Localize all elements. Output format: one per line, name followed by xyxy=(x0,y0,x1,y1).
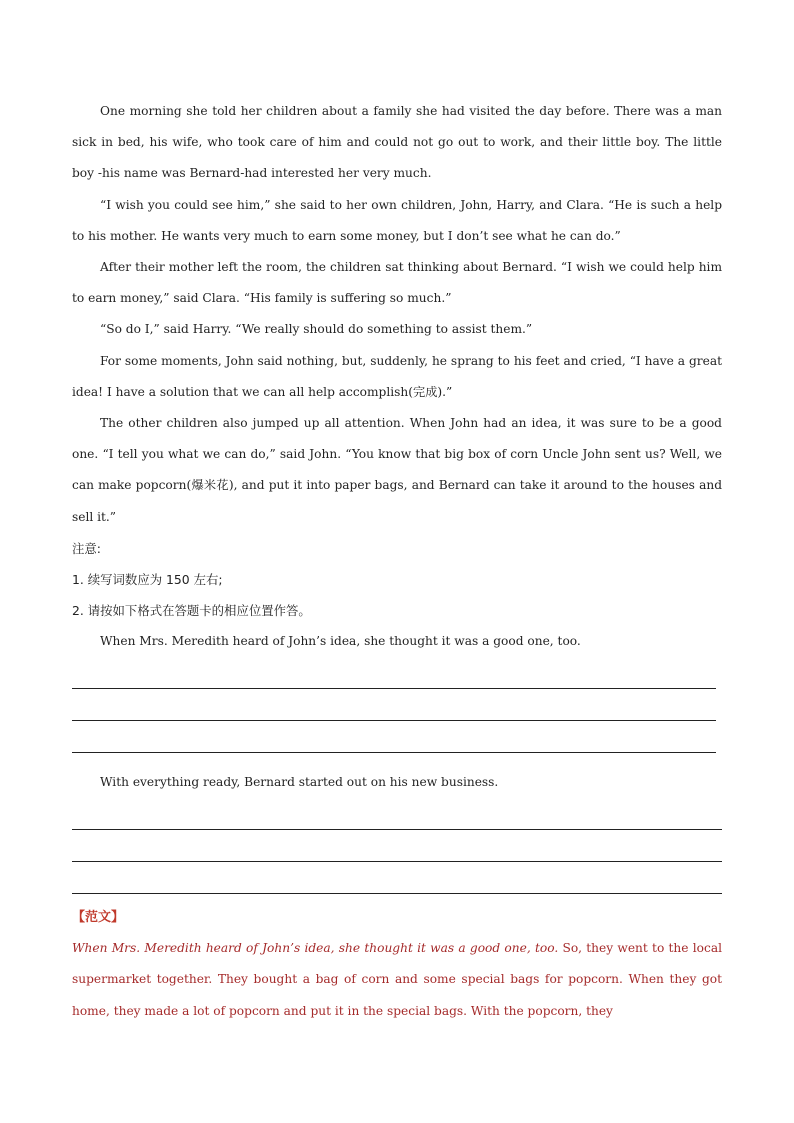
story-paragraph-1: One morning she told her children about a family she had visited the day before. There was a man sick in bed, his wife, who took care of him and could not go out to work, and their little boy. The little boy -his name was Bernard-had interested her very much. xyxy=(72,104,722,181)
notes-heading: 注意: xyxy=(72,540,101,556)
sample-essay-rest: So, they went to the local supermarket together. They bought a bag of corn and some special bags for popcorn. When they got home, they made a lot of popcorn and put it in the special bags. With the popcorn, they xyxy=(72,941,722,1018)
story-paragraph-6: The other children also jumped up all attention. When John had an idea, it was sure to be a good one. “I tell you what we can do,” said John. “You know that big box of corn Uncle John sent us? Well, we can make popcorn(爆米花), and put it into paper bags, and Bernard can take it around to the houses and sell it.” xyxy=(72,416,722,524)
sample-essay-lead: When Mrs. Meredith heard of John’s idea, she thought it was a good one, too. xyxy=(72,941,559,956)
answer-line-6[interactable] xyxy=(72,862,722,894)
story-paragraph-4: “So do I,” said Harry. “We really should do something to assist them.” xyxy=(100,322,533,337)
story-paragraph-3: After their mother left the room, the children sat thinking about Bernard. “I wish we could help him to earn money,” said Clara. “His family is suffering so much.” xyxy=(72,260,722,306)
story-paragraph-5: For some moments, John said nothing, but, suddenly, he sprang to his feet and cried, “I have a great idea! I have a solution that we can all help accomplish(完成).” xyxy=(72,353,722,399)
answer-line-5[interactable] xyxy=(72,830,722,862)
document-body xyxy=(72,96,722,1027)
sample-essay-label: 【范文】 xyxy=(72,910,125,926)
note-item-2: 2. 请按如下格式在答题卡的相应位置作答。 xyxy=(72,602,311,618)
sample-essay-text xyxy=(72,933,722,1027)
answer-line-1[interactable] xyxy=(72,657,716,689)
story-paragraph-2: “I wish you could see him,” she said to her own children, John, Harry, and Clara. “He is such a help to his mother. He wants very much to earn some money, but I don’t see what he can do.” xyxy=(72,197,722,243)
answer-line-3[interactable] xyxy=(72,721,716,753)
note-item-1: 1. 续写词数应为 150 左右; xyxy=(72,571,223,587)
continuation-prompt-2: With everything ready, Bernard started out on his new business. xyxy=(100,775,499,790)
answer-line-4[interactable] xyxy=(72,798,722,830)
answer-line-2[interactable] xyxy=(72,689,716,721)
continuation-prompt-1: When Mrs. Meredith heard of John’s idea, she thought it was a good one, too. xyxy=(100,633,581,648)
